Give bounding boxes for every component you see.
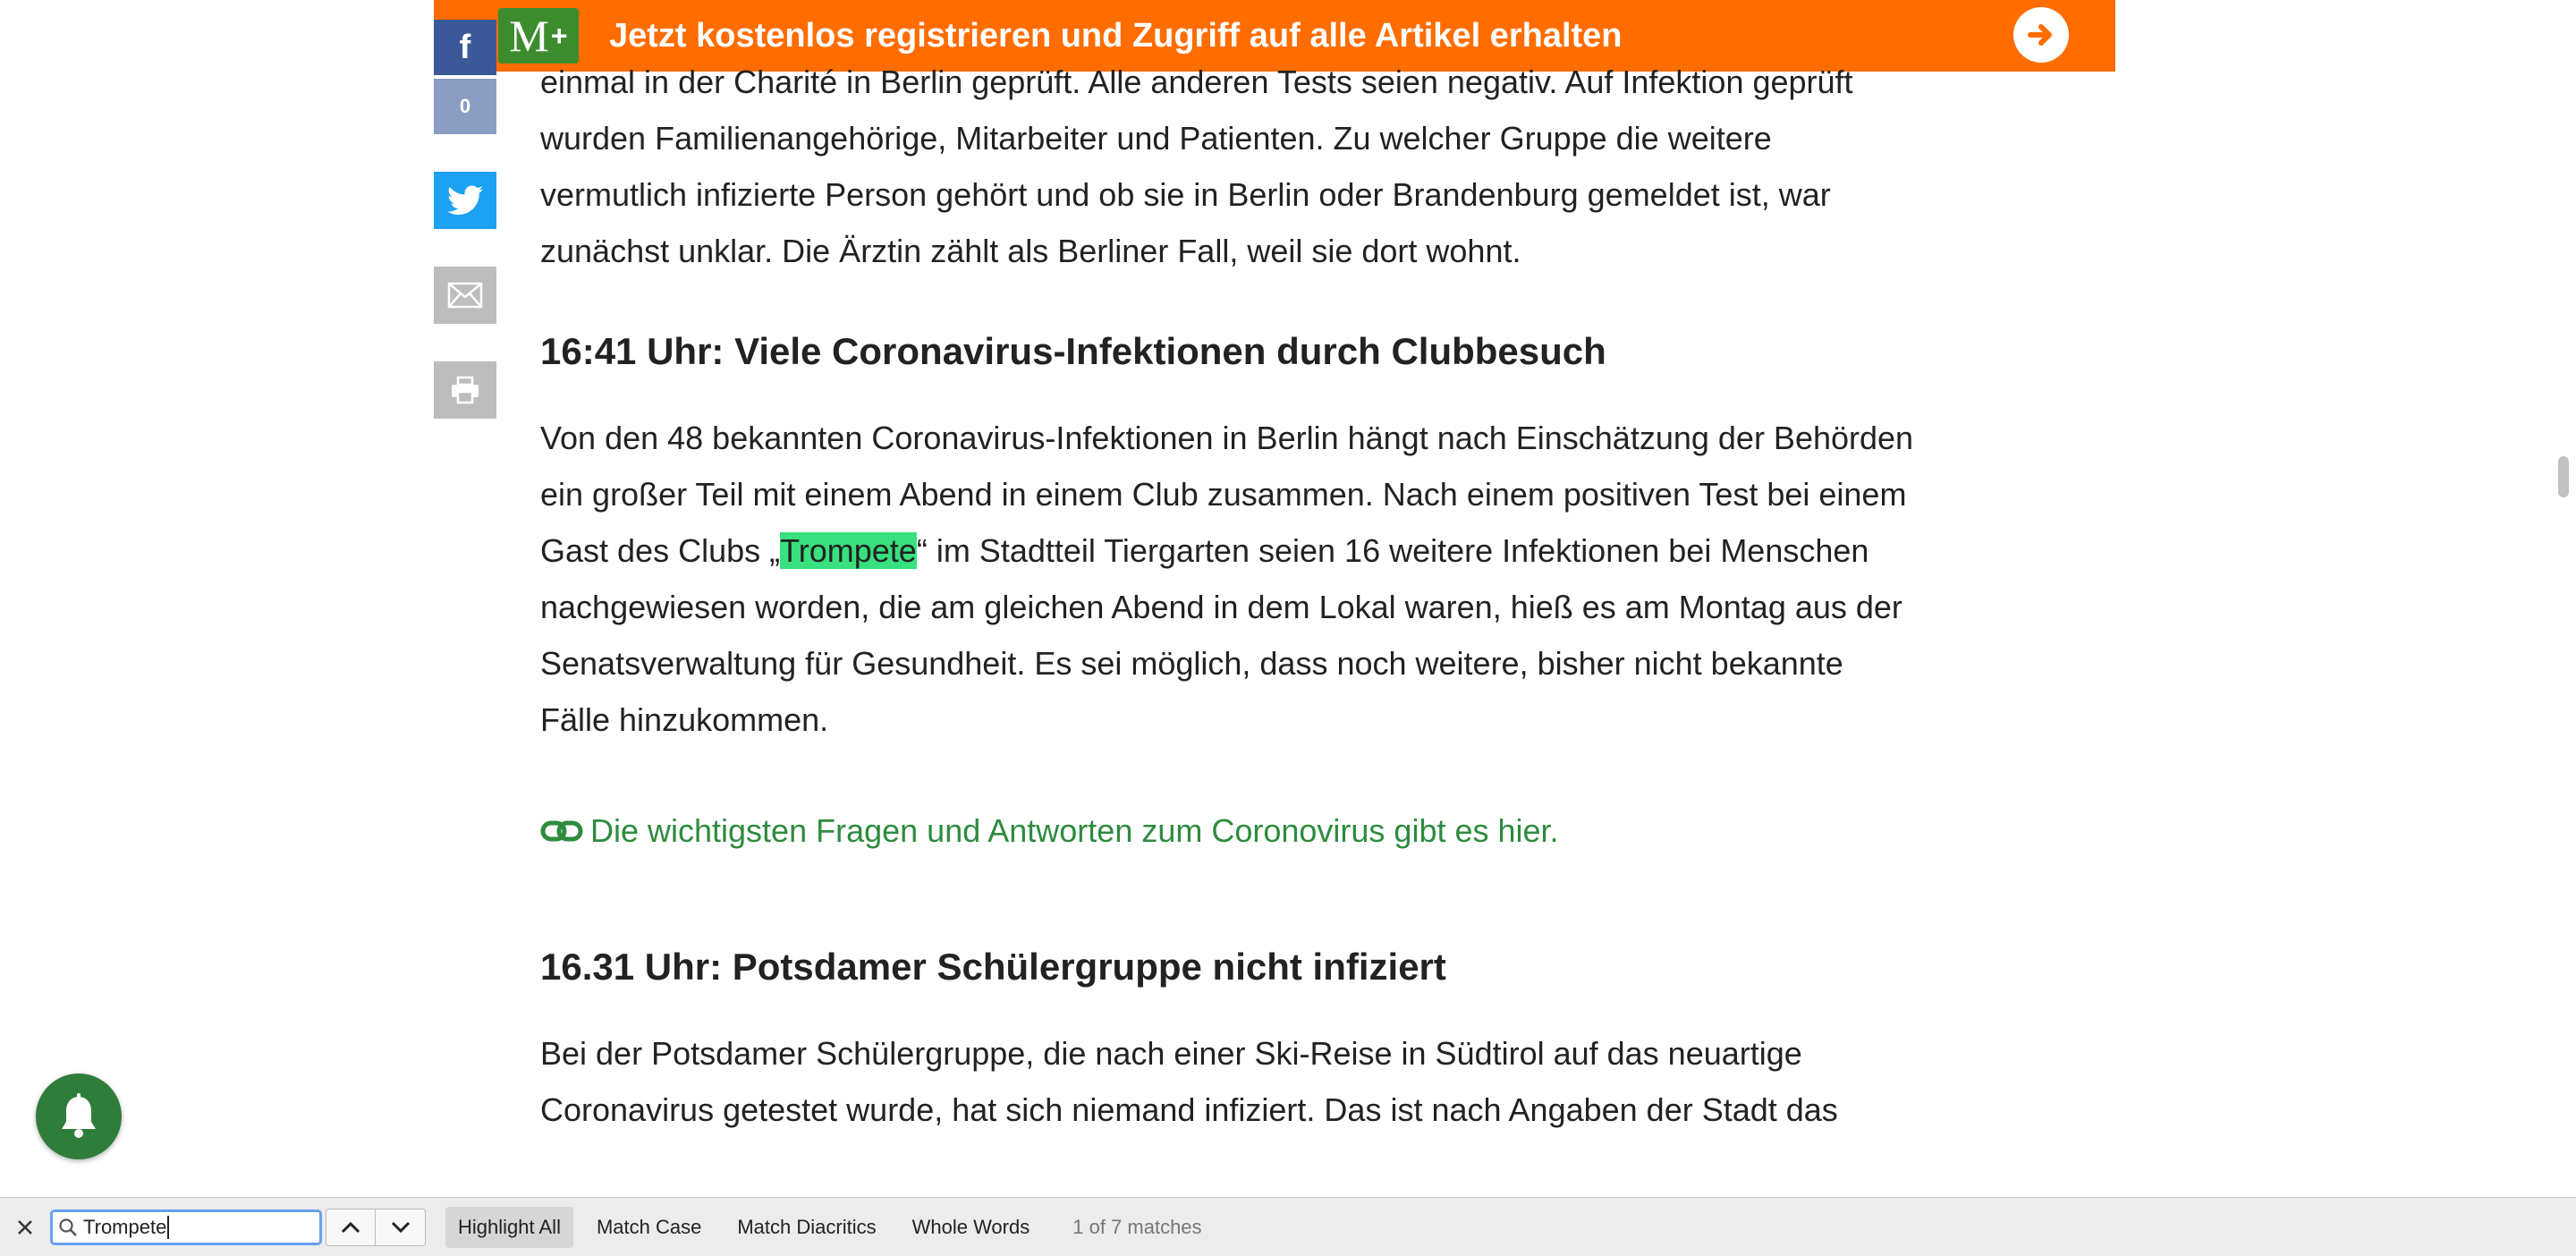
print-icon (450, 376, 480, 404)
logo-plus: + (550, 20, 568, 52)
logo-letter: M (509, 11, 549, 61)
paragraph-line: einmal in der Charité in Berlin geprüft. Alle anderen Tests seien negativ. Auf Infektion geprüft (540, 64, 1853, 100)
match-case-toggle[interactable]: Match Case (596, 1215, 702, 1238)
section-heading-schuelergruppe: 16.31 Uhr: Potsdamer Schülergruppe nicht infiziert (540, 946, 1446, 988)
whole-words-toggle[interactable]: Whole Words (911, 1215, 1030, 1238)
find-previous-button[interactable] (326, 1209, 376, 1246)
clubbesuch-paragraph (540, 410, 2016, 748)
paragraph-line: wurden Familienangehörige, Mitarbeiter und Patienten. Zu welcher Gruppe die weitere (540, 120, 1772, 157)
paragraph-text: Gast des Clubs „ (540, 532, 781, 569)
paragraph-line: Coronavirus getestet wurde, hat sich niemand infiziert. Das ist nach Angaben der Stadt das (540, 1091, 1838, 1128)
paragraph-line: Senatsverwaltung für Gesundheit. Es sei möglich, dass noch weitere, bisher nicht bekannte (540, 645, 1843, 682)
paragraph-line: Fälle hinzukommen. (540, 701, 829, 738)
close-find-bar-button[interactable] (0, 1198, 50, 1256)
section-heading-clubbesuch: 16:41 Uhr: Viele Coronavirus-Infektionen durch Clubbesuch (540, 330, 1606, 372)
find-in-page-bar (0, 1197, 2576, 1256)
paragraph-line: vermutlich infizierte Person gehört und ob sie in Berlin oder Brandenburg gemeldet ist, war (540, 176, 1831, 213)
twitter-icon (447, 185, 483, 216)
match-diacritics-toggle[interactable]: Match Diacritics (737, 1215, 877, 1238)
paragraph-line: zunächst unklar. Die Ärztin zählt als Berliner Fall, weil sie dort wohnt. (540, 233, 1521, 269)
faq-link[interactable] (540, 807, 2016, 855)
bell-icon (58, 1093, 99, 1140)
paragraph-line: nachgewiesen worden, die am gleichen Abend in dem Lokal waren, hieß es am Montag aus der (540, 589, 1902, 625)
print-button[interactable] (434, 361, 496, 419)
share-count (434, 79, 496, 134)
find-input[interactable] (50, 1209, 322, 1245)
schuelergruppe-paragraph (540, 1025, 2016, 1138)
paragraph-line: Von den 48 bekannten Coronavirus-Infektionen in Berlin hängt nach Einschätzung der Behörden (540, 420, 1914, 456)
text-caret (167, 1216, 169, 1239)
promo-text[interactable]: Jetzt kostenlos registrieren und Zugriff auf alle Artikel erhalten (609, 16, 1623, 55)
twitter-share-button[interactable] (434, 172, 496, 229)
search-icon (58, 1218, 78, 1237)
article-body (540, 54, 2016, 1138)
find-query: Trompete (83, 1215, 167, 1238)
mail-icon (447, 282, 483, 309)
paragraph-line: ein großer Teil mit einem Abend in einem Club zusammen. Nach einem positiven Test bei einem (540, 476, 1907, 513)
page-scrollbar[interactable] (2558, 456, 2569, 497)
find-next-button[interactable] (376, 1209, 426, 1246)
facebook-icon: f (459, 28, 471, 66)
faq-link-text[interactable]: Die wichtigsten Fragen und Antworten zum Coronovirus gibt es hier. (590, 812, 1559, 849)
paragraph-line: Bei der Potsdamer Schülergruppe, die nach einer Ski-Reise in Südtirol auf das neuartige (540, 1035, 1802, 1072)
match-count: 1 of 7 matches (1072, 1215, 1202, 1238)
intro-paragraph (540, 54, 2016, 279)
arrow-right-icon[interactable] (2013, 7, 2069, 63)
highlight-all-toggle[interactable]: Highlight All (445, 1207, 573, 1248)
notification-button[interactable] (36, 1074, 122, 1159)
chevron-down-icon (390, 1220, 411, 1235)
email-share-button[interactable] (434, 267, 496, 324)
search-match-highlight: Trompete (780, 532, 917, 569)
paragraph-text: “ im Stadtteil Tiergarten seien 16 weitere Infektionen bei Menschen (916, 532, 1869, 569)
share-count-value: 0 (459, 95, 471, 117)
close-icon (16, 1218, 34, 1236)
link-icon (540, 819, 583, 844)
chevron-up-icon (340, 1220, 361, 1235)
facebook-share-button[interactable] (434, 20, 496, 75)
